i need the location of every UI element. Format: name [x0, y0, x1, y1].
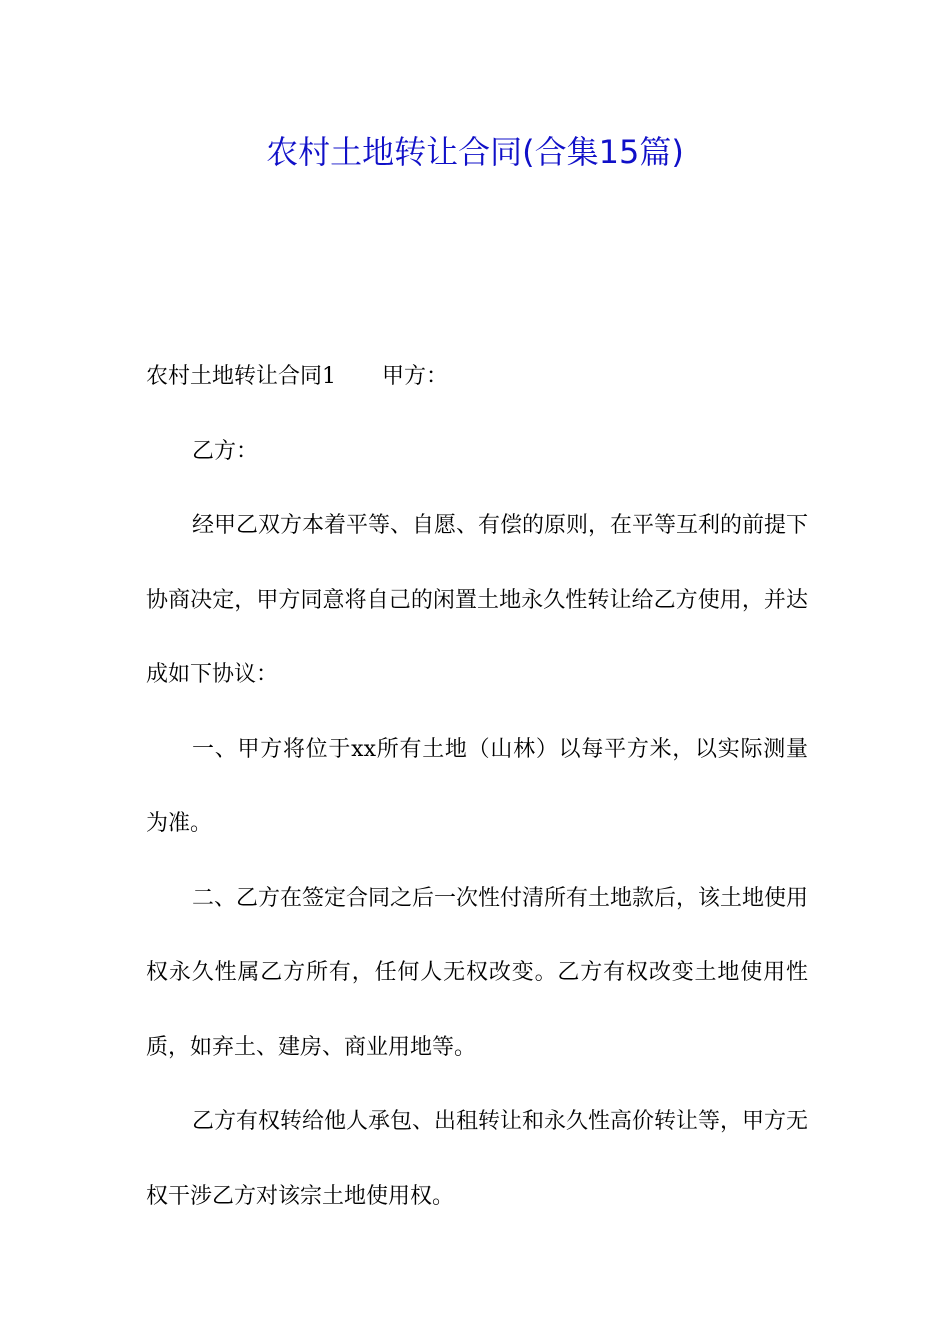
- party-b-label: 乙方：: [192, 438, 259, 464]
- clause-2: 二、乙方在签定合同之后一次性付清所有土地款后，该土地使用权永久性属乙方所有，任何人无权改变。乙方有权改变土地使用性质，如弃土、建房、商业用地等。: [146, 885, 809, 1060]
- contract-heading: 农村土地转让合同1: [146, 364, 336, 389]
- clause-2-continued: 乙方有权转给他人承包、出租转让和永久性高价转让等，甲方无权干涉乙方对该宗土地使用权。: [146, 1109, 809, 1209]
- party-a-label: 甲方：: [382, 364, 449, 389]
- clause-1: 一、甲方将位于xx所有土地（山林）以每平方米，以实际测量为准。: [146, 736, 808, 836]
- document-title: 农村土地转让合同(合集15篇): [266, 133, 684, 171]
- document-body: [146, 340, 808, 1234]
- contract-heading-line: [146, 340, 808, 415]
- agreement-preamble: 经甲乙双方本着平等、自愿、有偿的原则，在平等互利的前提下协商决定，甲方同意将自己的闲置土地永久性转让给乙方使用，并达成如下协议：: [146, 513, 809, 687]
